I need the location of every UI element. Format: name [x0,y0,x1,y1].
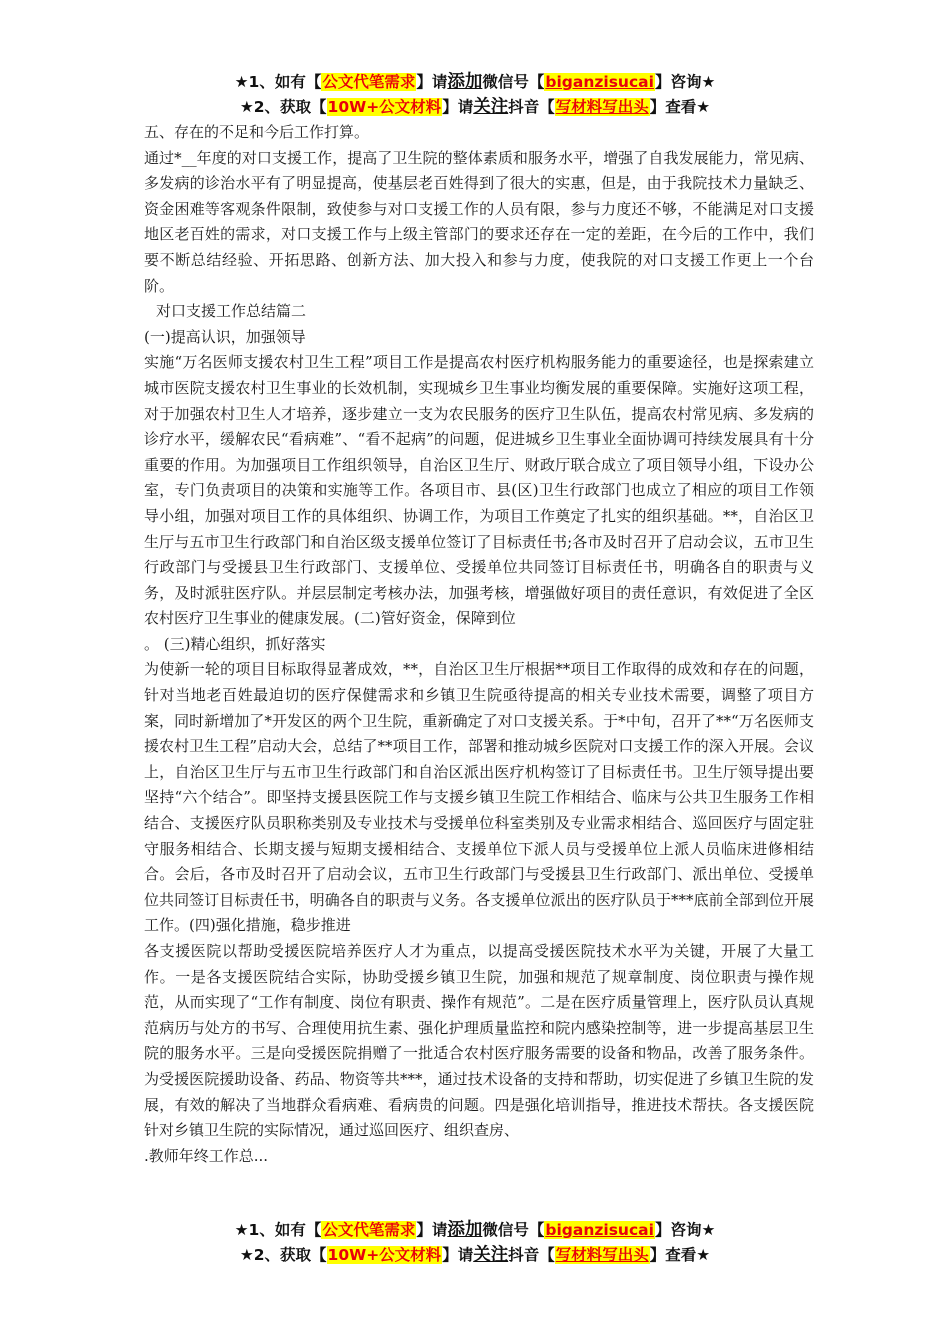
document-body [144,120,814,1169]
highlight-douyin-account: 写材料写出头 [555,98,649,116]
highlight-materials: 10W+公文材料 [327,1246,442,1264]
promo-banner-top-line1: ★1、如有【公文代笔需求】请添加微信号【biganzisucai】咨询★ [234,72,716,92]
highlight-wechat-id: biganzisucai [545,73,654,91]
highlight-douyin-account: 写材料写出头 [555,1246,649,1264]
paragraph: 实施“万名医师支援农村卫生工程”项目工作是提高农村医疗机构服务能力的重要途径，也是探索建立城市医院支援农村卫生事业的长效机制，实现城乡卫生事业均衡发展的重要保障。实施好这项工程，对于加强农村卫生人才培养，逐步建立一支为农民服务的医疗卫生队伍，提高农村常见病、多发病的诊疗水平，缓解农民“看病难”、“看不起病”的问题，促进城乡卫生事业全面协调可持续发展具有十分重要的作用。为加强项目工作组织领导，自治区卫生厅、财政厅联合成立了项目领导小组，下设办公室，专门负责项目的决策和实施等工作。各项目市、县(区)卫生行政部门也成立了相应的项目工作领导小组，加强对项目工作的具体组织、协调工作，为项目工作奠定了扎实的组织基础。**，自治区卫生厅与五市卫生行政部门和自治区级支援单位签订了目标责任书;各市及时召开了启动会议，五市卫生行政部门与受援县卫生行政部门、支援单位、受援单位共同签订目标责任书，明确各自的职责与义务，及时派驻医疗队。并层层制定考核办法，加强考核，增强做好项目的责任意识，有效促进了全区农村医疗卫生事业的健康发展。(二)管好资金，保障到位 [144,353,814,628]
section-heading: 五、存在的不足和今后工作打算。 [144,123,370,141]
highlight-wechat-id: biganzisucai [545,1221,654,1239]
highlight-ghostwriting: 公文代笔需求 [322,1221,416,1239]
subheading: (一)提高认识，加强领导 [144,327,306,346]
paragraph: 通过*__年度的对口支援工作，提高了卫生院的整体素质和服务水平，增强了自我发展能力，常见病、多发病的诊治水平有了明显提高，使基层老百姓得到了很大的实惠，但是，由于我院技术力量缺乏、资金困难等客观条件限制，致使参与对口支援工作的人员有限，参与力度还不够，不能满足对口支援地区老百姓的需求，对口支援工作与上级主管部门的要求还存在一定的差距，在今后的工作中，我们要不断总结经验、开拓思路、创新方法、加大投入和参与力度，使我院的对口支援工作更上一个台阶。 [144,148,814,295]
highlight-materials: 10W+公文材料 [327,98,442,116]
ending-text: .教师年终工作总... [144,1146,269,1165]
paragraph: 各支援医院以帮助受援医院培养医疗人才为重点，以提高受援医院技术水平为关键，开展了大量工作。一是各支援医院结合实际，协助受援乡镇卫生院，加强和规范了规章制度、岗位职责与操作规范，从而实现了“工作有制度、岗位有职责、操作有规范”。二是在医疗质量管理上，医疗队员认真规范病历与处方的书写、合理使用抗生素、强化护理质量监控和院内感染控制等，进一步提高基层卫生院的服务水平。三是向受援医院捐赠了一批适合农村医疗服务需要的设备和物品，改善了服务条件。为受援医院援助设备、药品、物资等共***，通过技术设备的支持和帮助，切实促进了乡镇卫生院的发展，有效的解决了当地群众看病难、看病贵的问题。四是强化培训指导，推进技术帮扶。各支援医院针对乡镇卫生院的实际情况，通过巡回医疗、组织查房、 [144,942,814,1140]
paragraph: 为使新一轮的项目目标取得显著成效，**，自治区卫生厅根据**项目工作取得的成效和存在的问题，针对当地老百姓最迫切的医疗保健需求和乡镇卫生院亟待提高的相关专业技术需要，调整了项目方案，同时新增加了*开发区的两个卫生院，重新确定了对口支援关系。于*中旬，召开了**“万名医师支援农村卫生工程”启动大会，总结了**项目工作，部署和推动城乡医院对口支援工作的深入开展。会议上，自治区卫生厅与五市卫生行政部门和自治区派出医疗机构签订了目标责任书。卫生厅领导提出要坚持“六个结合”。即坚持支援县医院工作与支援乡镇卫生院工作相结合、临床与公共卫生服务工作相结合、支援医疗队员职称类别及专业技术与受援单位科室类别及专业需求相结合、巡回医疗与固定驻守服务相结合、长期支援与短期支援相结合、支援单位下派人员与受援单位上派人员临床进修相结合。会后，各市及时召开了启动会议，五市卫生行政部门与受援县卫生行政部门、派出单位、受援单位共同签订目标责任书，明确各自的职责与义务。各支援单位派出的医疗队员于***底前全部到位开展工作。(四)强化措施，稳步推进 [144,660,814,935]
promo-banner-bottom-line2: ★2、获取【10W+公文材料】请关注抖音【写材料写出头】查看★ [239,1245,711,1265]
part-heading: 对口支援工作总结篇二 [156,302,307,321]
highlight-ghostwriting: 公文代笔需求 [322,73,416,91]
paragraph: 。 (三)精心组织，抓好落实 [144,634,326,653]
promo-banner-top-line2: ★2、获取【10W+公文材料】请关注抖音【写材料写出头】查看★ [239,97,711,117]
promo-banner-bottom-line1: ★1、如有【公文代笔需求】请添加微信号【biganzisucai】咨询★ [234,1220,716,1240]
